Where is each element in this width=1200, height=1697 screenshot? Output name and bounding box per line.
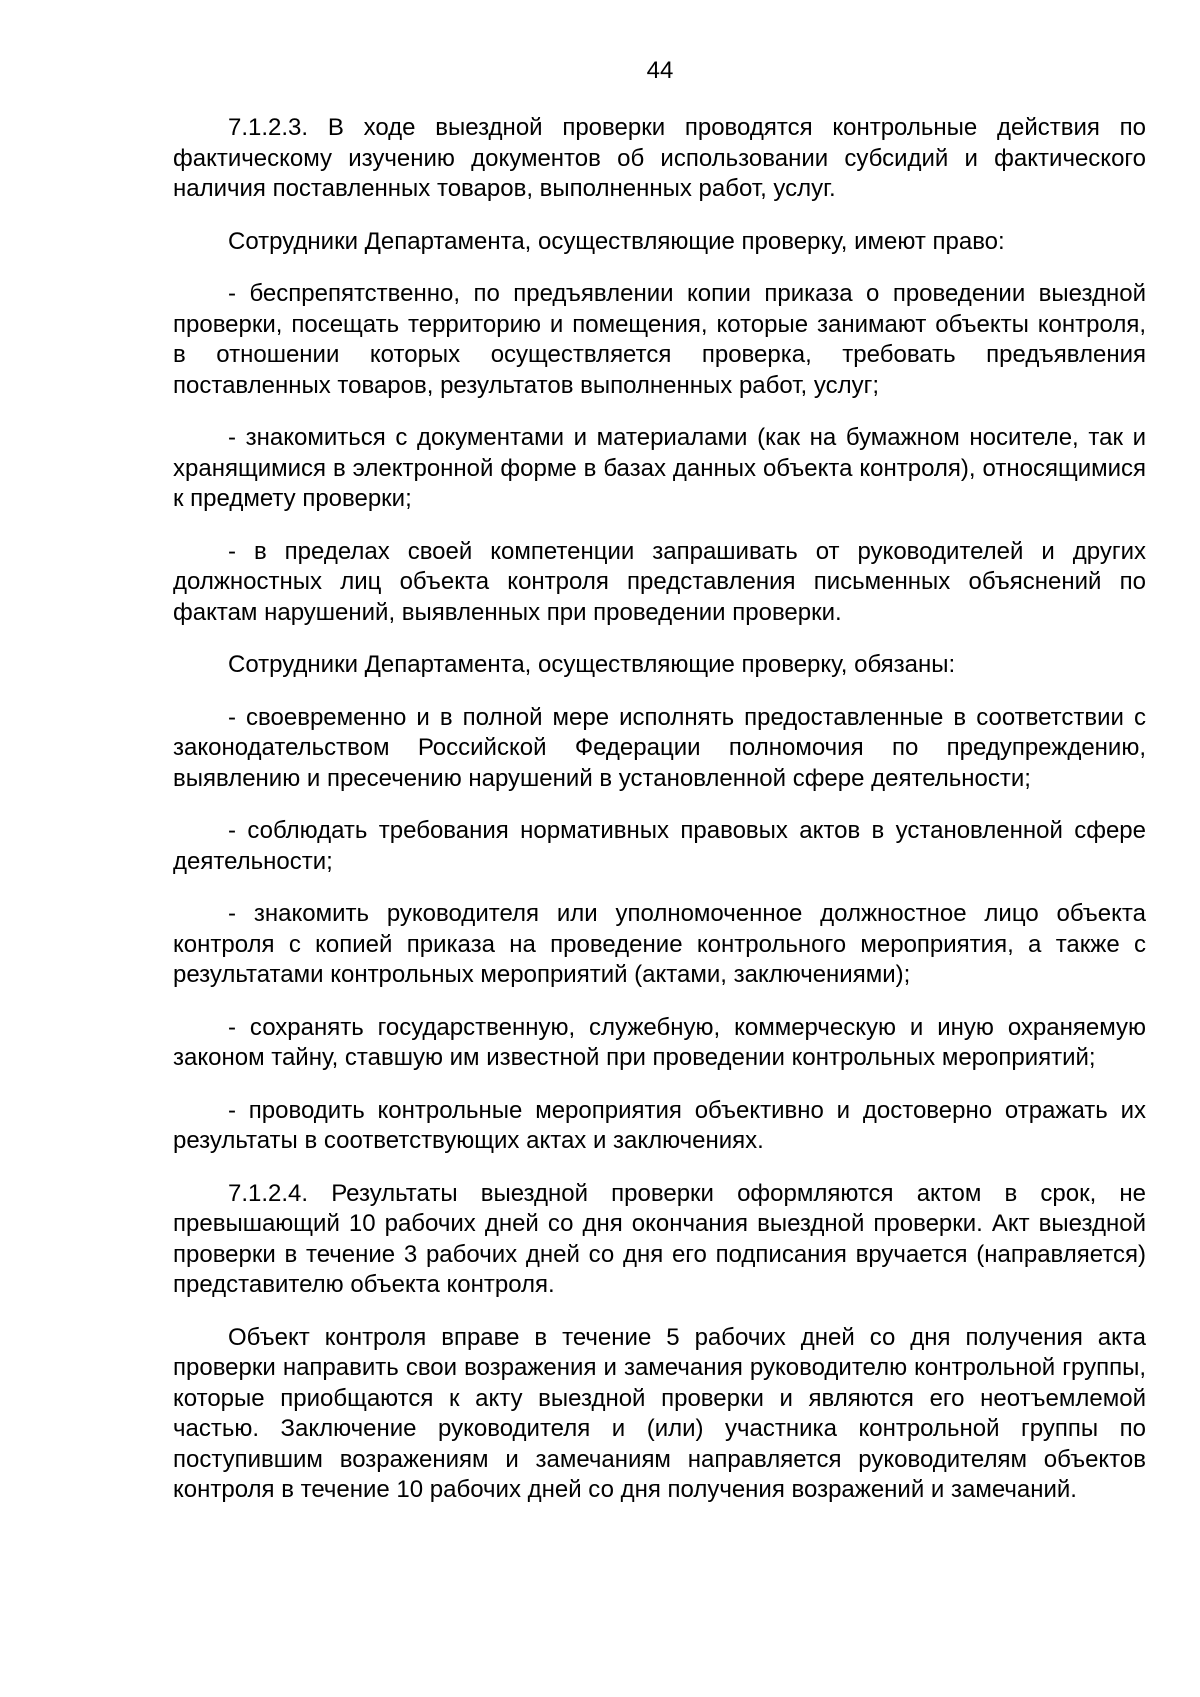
paragraph-objections: Объект контроля вправе в течение 5 рабочих дней со дня получения акта проверки направить свои возражения и замечания руководителю контрольной группы, которые приобщаются к акту выездной проверки и являются его неотъемлемой частью. Заключение руководителя и (или) участника контрольной группы по поступившим возражениям и замечаниям направляется руководителям объектов контроля в течение 10 рабочих дней со дня получения возражений и замечаний. xyxy=(173,1323,1146,1503)
paragraph-right-access: - беспрепятственно, по предъявлении копии приказа о проведении выездной проверки, посещать территорию и помещения, которые занимают объекты контроля, в отношении которых осуществляется проверка, требовать предъявления поставленных товаров, результатов выполненных работ, услуг; xyxy=(173,280,1146,399)
paragraph-7-1-2-3: 7.1.2.3. В ходе выездной проверки проводятся контрольные действия по фактическому изучению документов об использовании субсидий и фактического наличия поставленных товаров, выполненных работ, услуг. xyxy=(173,114,1146,202)
paragraph-right-request: - в пределах своей компетенции запрашивать от руководителей и других должностных лиц объекта контроля представления письменных объяснений по фактам нарушений, выявленных при проведении проверки. xyxy=(173,537,1146,626)
paragraph-duty-secrecy: - сохранять государственную, служебную, коммерческую и иную охраняемую законом тайну, ставшую им известной при проведении контрольных мероприятий; xyxy=(173,1013,1146,1071)
paragraph-duty-execute: - своевременно и в полной мере исполнять предоставленные в соответствии с законодательством Российской Федерации полномочия по предупреждению, выявлению и пресечению нарушений в установленной сфере деятельности; xyxy=(173,703,1146,792)
paragraph-duty-objective: - проводить контрольные мероприятия объективно и достоверно отражать их результаты в соответствующих актах и заключениях. xyxy=(173,1096,1146,1154)
paragraph-right-documents: - знакомиться с документами и материалами (как на бумажном носителе, так и хранящимися в электронной форме в базах данных объекта контроля), относящимися к предмету проверки; xyxy=(173,424,1146,512)
paragraph-duties-intro: Сотрудники Департамента, осуществляющие проверку, обязаны: xyxy=(228,651,956,678)
page-number: 44 xyxy=(646,57,674,84)
paragraph-rights-intro: Сотрудники Департамента, осуществляющие проверку, имеют право: xyxy=(228,227,1005,255)
document-body xyxy=(173,113,1146,1528)
paragraph-duty-comply: - соблюдать требования нормативных правовых актов в установленной сфере деятельности; xyxy=(173,817,1146,875)
paragraph-7-1-2-4: 7.1.2.4. Результаты выездной проверки оформляются актом в срок, не превышающий 10 рабочих дней со дня окончания выездной проверки. Акт выездной проверки в течение 3 рабочих дней со дня его подписания вручается (направляется) представителю объекта контроля. xyxy=(173,1179,1146,1298)
paragraph-duty-inform: - знакомить руководителя или уполномоченное должностное лицо объекта контроля с копией приказа на проведение контрольного мероприятия, а также с результатами контрольных мероприятий (актами, заключениями); xyxy=(173,900,1146,988)
